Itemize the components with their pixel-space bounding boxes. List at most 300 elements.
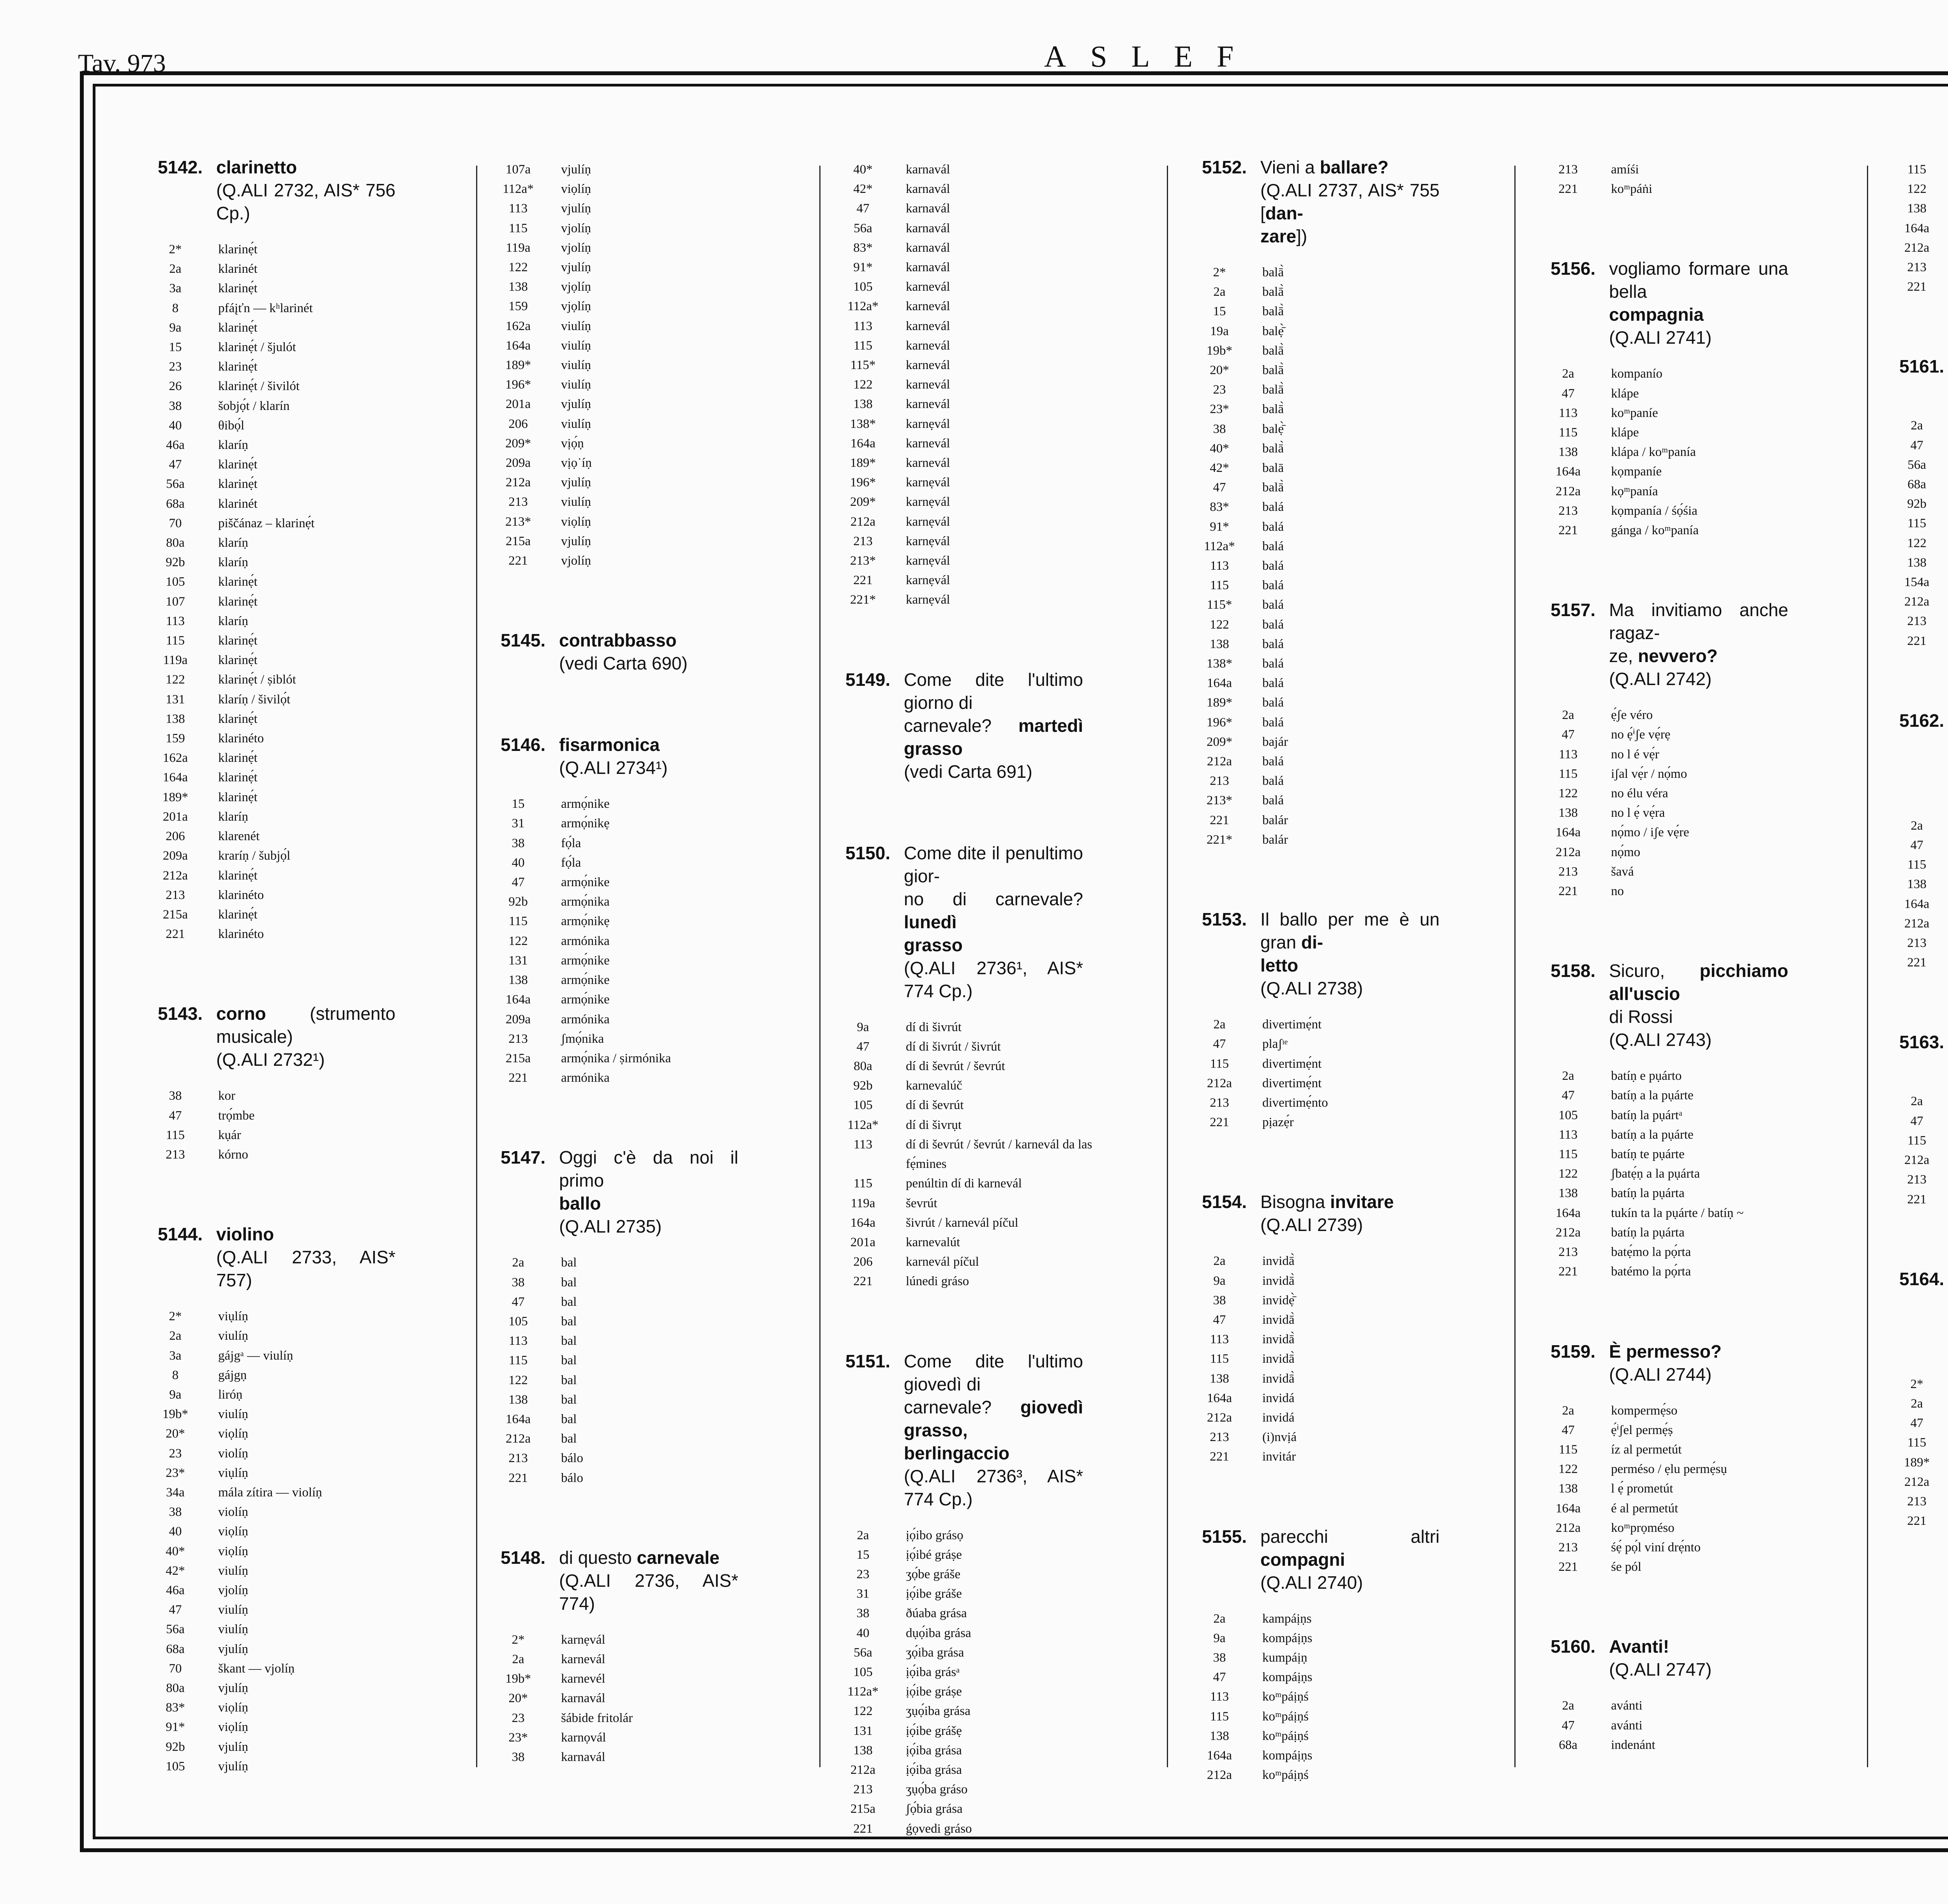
dialect-form: bal <box>561 1412 577 1426</box>
dialect-form: balá <box>1262 500 1284 514</box>
dialect-form: karnavál <box>906 240 950 255</box>
dialect-form: viọlíṇ <box>218 1427 249 1441</box>
headword: ballo <box>559 1193 601 1214</box>
map-entry <box>158 1002 493 1164</box>
dialect-form: perméso / ẹlu permẹ́sụ <box>1611 1462 1727 1477</box>
survey-point: 20* <box>166 1427 185 1441</box>
response-row <box>158 1404 493 1424</box>
entry-text-part: Vieni a <box>1260 157 1320 177</box>
question-line <box>559 1146 738 1192</box>
survey-point: 164a <box>1904 897 1930 911</box>
survey-point: 2* <box>512 1632 525 1647</box>
survey-point: 38 <box>169 399 182 413</box>
response-row <box>158 1424 493 1443</box>
response-row <box>1202 1427 1537 1447</box>
survey-point: 159 <box>166 731 185 746</box>
dialect-form: indenánt <box>1611 1738 1655 1752</box>
survey-point: 47 <box>856 201 870 216</box>
survey-point: 115 <box>853 338 873 353</box>
survey-point: 221 <box>1210 1450 1229 1464</box>
dialect-form: kompanío <box>1611 367 1662 381</box>
survey-point: 122 <box>1558 1167 1578 1181</box>
survey-point: 2a <box>1562 1699 1574 1713</box>
dialect-form: viulíṇ <box>561 319 591 333</box>
response-row <box>158 474 493 494</box>
response-row <box>845 277 1180 297</box>
response-row <box>845 1017 1180 1037</box>
dialect-form: balá <box>1262 793 1284 808</box>
response-row <box>1551 1735 1886 1755</box>
survey-point: 138 <box>1907 877 1927 892</box>
response-row <box>501 453 836 473</box>
response-row <box>845 375 1180 394</box>
dialect-form: θibọ́l <box>218 418 245 433</box>
response-row <box>845 492 1180 512</box>
entry-heading <box>1899 355 1948 401</box>
response-row <box>1202 673 1537 693</box>
dialect-form: invitár <box>1262 1450 1296 1464</box>
survey-point: 38 <box>512 836 525 850</box>
response-list <box>1899 416 1948 650</box>
survey-point: 138 <box>1558 1186 1578 1201</box>
dialect-form: bal <box>561 1432 577 1446</box>
headword: corno <box>216 1003 266 1024</box>
headword: di- <box>1301 932 1323 953</box>
dialect-form: vjulíṇ <box>561 260 591 275</box>
response-row <box>501 1409 836 1429</box>
survey-point: 9a <box>1213 1631 1226 1645</box>
dialect-form: koᵐpáṅi <box>1611 182 1652 196</box>
question-line <box>904 1396 1083 1442</box>
survey-point: 91* <box>166 1720 185 1734</box>
dialect-form: koᵐpaníe <box>1611 406 1658 420</box>
dialect-form: karnevál <box>906 456 950 470</box>
dialect-form: balá <box>1262 676 1284 691</box>
response-row <box>845 434 1180 453</box>
survey-point: 164a <box>505 993 531 1007</box>
response-row <box>1202 576 1537 595</box>
response-row <box>501 1331 836 1351</box>
survey-point: 138 <box>508 1392 528 1407</box>
survey-point: 221 <box>1907 956 1927 970</box>
headword: invitare <box>1330 1192 1394 1212</box>
column-1 <box>158 156 493 1835</box>
survey-point: 113 <box>508 201 528 216</box>
survey-point: 47 <box>1910 1416 1923 1431</box>
dialect-form: ʃbatẹ́ṇ a la pụárta <box>1611 1167 1700 1181</box>
survey-point: 196* <box>850 475 876 490</box>
response-row <box>1899 1092 1948 1111</box>
survey-point: 19a <box>1210 324 1229 338</box>
survey-point: 105 <box>166 575 185 589</box>
response-row <box>158 1145 493 1164</box>
survey-point: 221 <box>1558 182 1578 196</box>
response-row <box>1899 1492 1948 1511</box>
dialect-form: viulíṇ <box>218 1407 249 1422</box>
dialect-form: vjulíṇ <box>561 162 591 177</box>
survey-point: 92b <box>166 1740 185 1754</box>
map-entry <box>1551 1635 1886 1755</box>
response-list <box>1551 705 1886 901</box>
response-row <box>158 592 493 611</box>
survey-point: 47 <box>1213 1670 1226 1685</box>
map-entry <box>845 1350 1180 1839</box>
entry-question <box>559 629 738 675</box>
survey-point: 2a <box>1562 708 1574 722</box>
dialect-form: dí di ševrút / ševrút / karnevál da las <box>906 1137 1092 1152</box>
entry-heading <box>1551 599 1886 691</box>
response-row <box>501 1448 836 1468</box>
response-row <box>158 1717 493 1737</box>
response-row <box>1899 199 1948 218</box>
dialect-form: karnavál <box>561 1750 605 1764</box>
survey-point: 213* <box>850 554 876 568</box>
survey-point: 113 <box>1558 747 1578 761</box>
response-row <box>501 990 836 1009</box>
response-row <box>1202 302 1537 321</box>
dialect-form: klarinẹ́t <box>218 457 258 472</box>
survey-point: 47 <box>512 1295 525 1309</box>
survey-point: 122 <box>1907 182 1927 196</box>
dialect-form: balá <box>1262 617 1284 632</box>
response-row <box>1551 1066 1886 1086</box>
question-line <box>1260 908 1440 954</box>
survey-point: 212a <box>1207 1076 1232 1090</box>
dialect-form: mála zítira — violíṇ <box>218 1485 322 1500</box>
survey-point: 115 <box>1210 578 1229 593</box>
dialect-form: no <box>1611 884 1624 899</box>
survey-point: 113 <box>1558 1127 1578 1142</box>
question-line: (vedi Carta 691) <box>904 761 1032 782</box>
response-row <box>845 1682 1180 1701</box>
dialect-form: karnevalút <box>906 1235 960 1249</box>
response-row <box>845 1721 1180 1741</box>
dialect-form: klarinẹ́t <box>218 907 258 922</box>
dialect-form: balā̀ <box>1262 383 1284 397</box>
survey-point: 138 <box>166 712 185 726</box>
map-entry <box>1551 1340 1886 1577</box>
response-list <box>158 1307 493 1776</box>
response-list <box>501 1630 836 1767</box>
survey-point: 115 <box>1558 1442 1578 1457</box>
dialect-form: armónika <box>561 1012 610 1026</box>
survey-point: 213 <box>1210 1095 1229 1110</box>
dialect-form: viulíṇ <box>218 1329 249 1343</box>
dialect-form: balár <box>1262 832 1288 847</box>
survey-point: 23* <box>508 1730 528 1745</box>
response-row <box>158 611 493 631</box>
survey-point: 46a <box>166 1583 185 1597</box>
entry-question <box>1260 908 1440 1000</box>
dialect-form: viọlíṇ <box>561 182 591 196</box>
dialect-form: škant — vjolíṇ <box>218 1661 295 1676</box>
survey-point: 221 <box>1907 634 1927 648</box>
survey-point: 2a <box>1911 818 1923 833</box>
response-row <box>1202 282 1537 302</box>
survey-point: 212a <box>1555 845 1581 859</box>
dialect-form: batíṇ la pụárta <box>1611 1225 1685 1240</box>
survey-point: 213 <box>1558 162 1578 177</box>
survey-point: 2a <box>1213 1254 1226 1268</box>
dialect-form: balá <box>1262 754 1284 769</box>
dialect-form: ʃọ́bia grása <box>906 1802 963 1816</box>
survey-point: 38 <box>856 1606 870 1621</box>
response-row <box>1202 1726 1537 1746</box>
dialect-form: divertimẹ́nto <box>1262 1095 1328 1110</box>
dialect-form: gánga / koᵐpanía <box>1611 523 1699 538</box>
response-row <box>501 1747 836 1767</box>
survey-point: 8 <box>172 301 179 315</box>
survey-point: 138 <box>1558 1482 1578 1496</box>
response-row <box>1202 1015 1537 1034</box>
dialect-form: vjulíṇ <box>218 1759 249 1773</box>
survey-point: 47 <box>1562 728 1575 742</box>
survey-point: 221 <box>853 573 873 588</box>
response-row <box>501 1468 836 1488</box>
dialect-form: klarinẹ́t <box>218 477 258 491</box>
response-row <box>845 238 1180 258</box>
survey-point: 213* <box>1207 793 1232 808</box>
response-row <box>158 670 493 689</box>
map-entry <box>1899 160 1948 297</box>
response-row <box>1899 455 1948 475</box>
response-row <box>1551 1203 1886 1223</box>
response-row <box>1551 823 1886 842</box>
response-row <box>1899 553 1948 572</box>
dialect-form: ʒọ́iba grása <box>906 1645 964 1660</box>
dialect-form: klarinét <box>218 262 258 276</box>
dialect-form: karnẹvál <box>906 534 950 548</box>
dialect-form: karnẹvál <box>906 573 950 588</box>
dialect-form: vjulíṇ <box>561 475 591 490</box>
response-row <box>1899 277 1948 297</box>
response-row <box>1551 1420 1886 1440</box>
response-row <box>158 1385 493 1404</box>
map-entry <box>501 733 836 1088</box>
survey-point: 9a <box>1213 1273 1226 1288</box>
response-row <box>1899 416 1948 435</box>
response-row <box>845 1623 1180 1643</box>
response-row <box>845 1799 1180 1819</box>
response-row <box>1551 462 1886 481</box>
survey-point: 46a <box>166 438 185 452</box>
response-row <box>845 1819 1180 1839</box>
dialect-form: karnevál <box>906 378 950 392</box>
survey-point: 213 <box>166 1147 185 1162</box>
dialect-form: karnẹvál <box>906 593 950 607</box>
response-row <box>501 951 836 970</box>
entry-number: 5160. <box>1551 1636 1596 1657</box>
response-list <box>501 794 836 1088</box>
response-row <box>1899 631 1948 651</box>
entry-heading <box>1899 709 1948 801</box>
response-row <box>501 355 836 375</box>
survey-point: 212a <box>1904 1153 1930 1167</box>
entry-heading <box>501 629 836 675</box>
dialect-form: klaríṇ <box>218 614 248 628</box>
map-entry <box>845 160 1180 610</box>
response-row <box>501 931 836 951</box>
response-row <box>845 1213 1180 1233</box>
dialect-form: karnavál <box>906 182 950 196</box>
dialect-form: kor <box>218 1089 235 1103</box>
response-row <box>1551 1518 1886 1538</box>
response-row <box>1551 403 1886 423</box>
survey-point: 164a <box>850 436 876 450</box>
survey-point: 47 <box>1910 1114 1923 1128</box>
dialect-form: ịọ́ibo grásọ <box>906 1528 963 1542</box>
question-line <box>216 1002 395 1048</box>
survey-point: 47 <box>1562 1718 1575 1733</box>
survey-point: 47 <box>856 1039 870 1054</box>
survey-point: 212a <box>850 514 876 529</box>
response-row <box>1551 1401 1886 1420</box>
dialect-form: divertimẹ́nt <box>1262 1076 1322 1090</box>
response-row <box>501 219 836 238</box>
dialect-form: kompáịṇs <box>1262 1631 1313 1645</box>
entry-question <box>559 733 738 779</box>
headword: Avanti! <box>1609 1636 1669 1657</box>
headword: ballare? <box>1320 157 1389 177</box>
survey-point: 15 <box>169 340 182 355</box>
dialect-form: karnẹvál <box>906 554 950 568</box>
survey-point: 40 <box>169 1524 182 1539</box>
entry-question <box>216 1223 395 1292</box>
response-row <box>1551 745 1886 764</box>
response-row <box>845 1662 1180 1682</box>
entry-number: 5153. <box>1202 909 1247 930</box>
dialect-form: klápe <box>1611 386 1639 401</box>
response-list <box>1202 1609 1537 1785</box>
dialect-form: amíśi <box>1611 162 1639 177</box>
question-line <box>1609 645 1788 668</box>
question-line <box>1260 156 1440 179</box>
survey-point: 40 <box>169 418 182 433</box>
survey-point: 115 <box>508 221 528 235</box>
survey-point: 68a <box>166 1642 185 1656</box>
dialect-form: viọlíṇ <box>561 514 591 529</box>
response-row <box>1202 1447 1537 1466</box>
survey-point: 164a <box>1207 1748 1232 1763</box>
response-list <box>845 1526 1180 1839</box>
response-row <box>845 453 1180 473</box>
dialect-form: ịọ́iba grása <box>906 1763 962 1777</box>
dialect-form: kumpáịṇ <box>1262 1650 1307 1665</box>
dialect-form: balā̀ <box>1262 402 1284 417</box>
dialect-form: klápe <box>1611 426 1639 440</box>
survey-point: 115* <box>1207 598 1232 612</box>
response-row <box>158 631 493 650</box>
survey-point: 68a <box>166 496 185 511</box>
survey-point: 221* <box>850 593 876 607</box>
response-row <box>158 1620 493 1639</box>
dialect-form: kompáịṇs <box>1262 1670 1313 1685</box>
dialect-form: ịọ́ibe grášẹ <box>906 1724 962 1738</box>
map-entry <box>1551 257 1886 540</box>
response-row <box>1551 364 1886 383</box>
response-row <box>1202 399 1537 419</box>
response-row <box>845 1643 1180 1662</box>
response-list <box>1551 1696 1886 1755</box>
survey-point: 212a <box>1207 754 1232 769</box>
column-5 <box>1551 160 1886 1813</box>
response-row <box>845 1174 1180 1193</box>
dialect-form: avánti <box>1611 1699 1643 1713</box>
dialect-form: ševrút <box>906 1196 937 1210</box>
response-row <box>1551 803 1886 823</box>
map-entry <box>158 1223 493 1776</box>
survey-point: 115 <box>1210 1709 1229 1724</box>
survey-point: 80a <box>854 1059 872 1074</box>
response-row <box>501 179 836 199</box>
response-row <box>501 1010 836 1029</box>
response-row <box>845 1545 1180 1565</box>
survey-point: 38 <box>512 1275 525 1289</box>
response-row <box>501 1273 836 1292</box>
survey-point: 189* <box>1207 696 1232 710</box>
response-row <box>158 1542 493 1561</box>
survey-point: 92b <box>853 1079 873 1093</box>
dialect-form: vjọlíṇ <box>561 280 591 294</box>
map-entry <box>501 160 836 570</box>
survey-point: 115 <box>1907 516 1927 531</box>
response-row <box>1202 811 1537 830</box>
dialect-form: klaríṇ <box>218 809 248 824</box>
dialect-form: balā <box>1262 461 1284 475</box>
survey-point: 40 <box>856 1626 870 1640</box>
entry-question <box>904 668 1083 783</box>
survey-point: 221 <box>166 927 185 941</box>
survey-point: 56a <box>854 221 872 235</box>
response-row <box>1202 1687 1537 1706</box>
response-row <box>158 1463 493 1483</box>
dialect-form: bal <box>561 1275 577 1289</box>
dialect-form: balá <box>1262 539 1284 553</box>
survey-point: 20* <box>1210 363 1229 378</box>
response-row <box>1899 533 1948 553</box>
dialect-form: bálo <box>561 1451 583 1466</box>
survey-point: 19b* <box>162 1407 188 1422</box>
map-entry <box>1899 355 1948 650</box>
dialect-form: vjulíṇ <box>218 1740 249 1754</box>
survey-point: 131 <box>508 953 528 968</box>
survey-point: 164a <box>850 1215 876 1230</box>
entry-text-part: Oggi c'è da noi il primo <box>559 1147 738 1191</box>
entry-text-part: ze, <box>1609 646 1638 666</box>
entry-number: 5150. <box>845 842 891 863</box>
survey-point: 42* <box>1210 461 1229 475</box>
survey-point: 3a <box>169 1348 182 1363</box>
survey-point: 56a <box>166 1622 185 1637</box>
response-row <box>1202 1330 1537 1349</box>
column-2 <box>501 160 836 1825</box>
headword: lunedì <box>904 911 957 932</box>
dialect-form: kraríṇ / šubjọ́l <box>218 849 291 863</box>
survey-point: 122 <box>1558 1462 1578 1477</box>
survey-point: 212a <box>1904 1475 1930 1489</box>
dialect-form: šobjọ́t / klarín <box>218 399 290 413</box>
dialect-form: pịazẹ́r <box>1262 1115 1294 1130</box>
survey-point: 113 <box>1210 1332 1229 1347</box>
survey-point: 47 <box>512 875 525 890</box>
survey-point: 221 <box>853 1274 873 1289</box>
dialect-form: liróṇ <box>218 1387 243 1402</box>
survey-point: 138 <box>853 397 873 412</box>
survey-point: 38 <box>512 1750 525 1764</box>
dialect-form: karnavál <box>906 201 950 216</box>
survey-point: 213 <box>853 1782 873 1797</box>
dialect-form: bal <box>561 1256 577 1270</box>
